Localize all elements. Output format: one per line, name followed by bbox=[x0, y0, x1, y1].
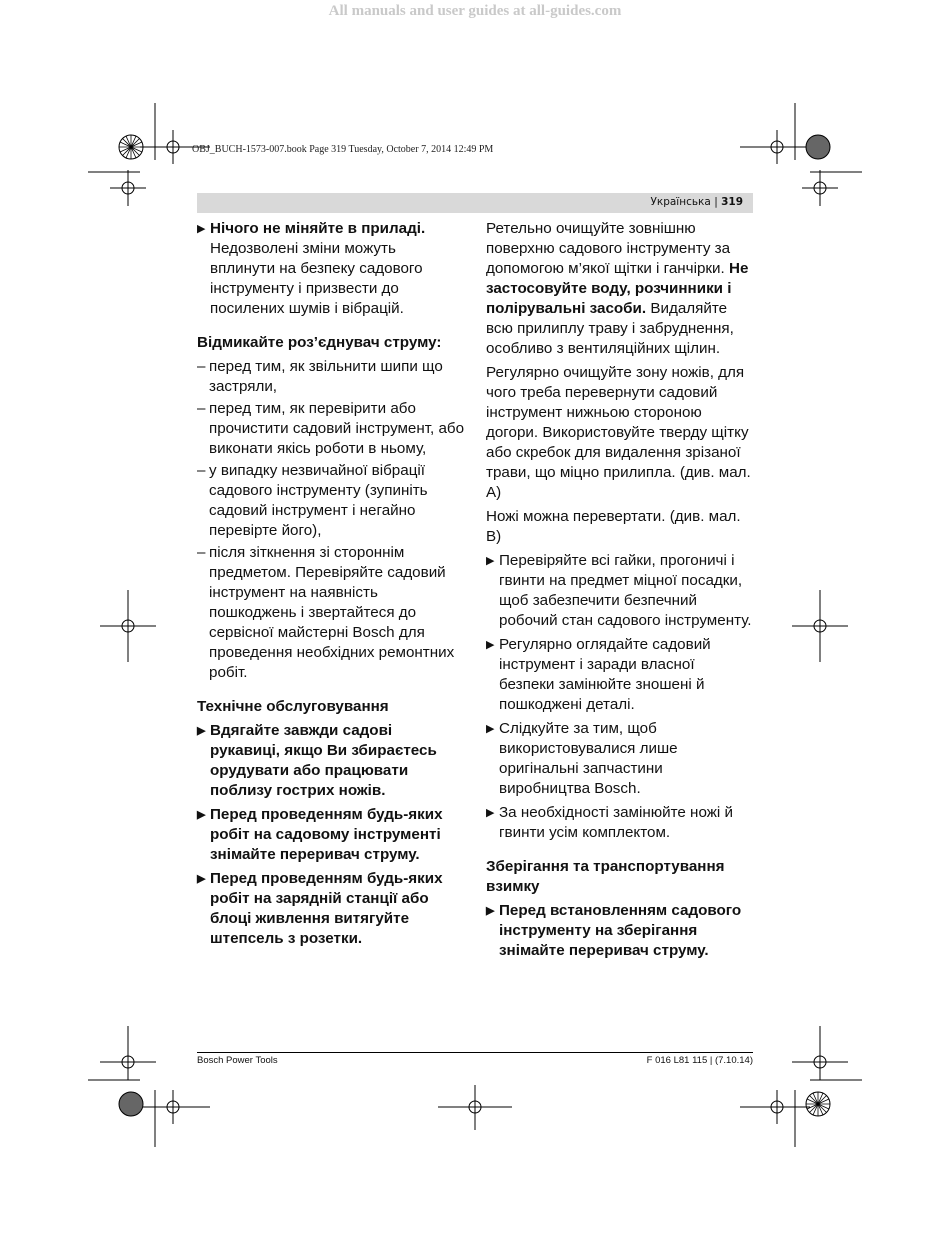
list-item: ▶ Перед проведенням будь-яких робіт на зарядній станції або блоці живлення витягуйте штепсель з розетки. bbox=[197, 870, 443, 947]
disconnect-heading: Відмикайте роз’єднувач струму: bbox=[197, 334, 442, 351]
maintenance-heading: Технічне обслуговування bbox=[197, 698, 389, 715]
blades-paragraph: Регулярно очищуйте зону ножів, для чого треба перевернути садовий інструмент нижньою стороною догори. Використовуйте тверду щітку або скребок для видалення зрізаної трави, що міцно прилипла. (див. мал. A) bbox=[486, 364, 751, 501]
page-header-bar bbox=[197, 193, 753, 213]
list-item: ▶ Перед проведенням будь-яких робіт на садовому інструменті знімайте переривач струму. bbox=[197, 806, 443, 863]
footer-rule bbox=[197, 1052, 753, 1053]
triangle-bullet-icon: ▶ bbox=[197, 725, 206, 737]
grey-circle-icon bbox=[806, 135, 830, 159]
page-header-text bbox=[650, 196, 743, 208]
triangle-bullet-icon: ▶ bbox=[486, 639, 495, 651]
footer-doc-number: F 016 L81 115 | (7.10.14) bbox=[646, 1055, 753, 1066]
list-item: ▶ Вдягайте завжди садові рукавиці, якщо Ви збираєтесь орудувати або працювати поблизу гострих ножів. bbox=[197, 722, 437, 799]
page-number: 319 bbox=[721, 196, 743, 208]
watermark: All manuals and user guides at all-guides.com bbox=[328, 3, 622, 19]
list-item: – у випадку незвичайної вібрації садового інструменту (зупиніть садовий інструмент і негайно перевірте його), bbox=[197, 462, 428, 539]
list-item: – перед тим, як перевірити або прочистити садовий інструмент, або виконати якісь роботи в ньому, bbox=[197, 400, 465, 457]
triangle-bullet-icon: ▶ bbox=[197, 873, 206, 885]
clean-paragraph: Ретельно очищуйте зовнішню поверхню садового інструменту за допомогою м’якої щітки і ганчірки. Не застосовуйте воду, розчинники і полірувальні засоби. Видаляйте всю прилиплу траву і забруднення, особливо з вентиляційних щілин. bbox=[486, 220, 749, 357]
header-separator: | bbox=[714, 196, 718, 208]
triangle-bullet-icon: ▶ bbox=[486, 555, 495, 567]
warning-item bbox=[197, 219, 465, 319]
book-info-line: OBJ_BUCH-1573-007.book Page 319 Tuesday, October 7, 2014 12:49 PM bbox=[192, 144, 494, 155]
flip-paragraph: Ножі можна перевертати. (див. мал. B) bbox=[486, 508, 741, 545]
triangle-bullet-icon: ▶ bbox=[197, 809, 206, 821]
right-column bbox=[486, 219, 754, 965]
triangle-bullet-icon: ▶ bbox=[486, 905, 495, 917]
storage-heading: Зберігання та транспортування взимку bbox=[486, 858, 725, 895]
triangle-bullet-icon: ▶ bbox=[486, 723, 495, 735]
list-item: – перед тим, як звільнити шипи що застряли, bbox=[197, 358, 443, 395]
list-item: ▶ Регулярно оглядайте садовий інструмент і заради власної безпеки замінюйте зношені й пошкоджені деталі. bbox=[486, 636, 711, 713]
list-item: – після зіткнення зі стороннім предметом. Перевіряйте садовий інструмент на наявність пошкоджень і звертайтеся до сервісної майстерні Bosch для проведення необхідних ремонтних робіт. bbox=[197, 544, 455, 681]
left-column bbox=[197, 219, 465, 953]
footer-brand: Bosch Power Tools bbox=[197, 1055, 278, 1066]
grey-circle-icon bbox=[119, 1092, 143, 1116]
warning-bold: Нічого не міняйте в приладі. bbox=[210, 220, 426, 237]
list-item: ▶ Перед встановленням садового інструменту на зберігання знімайте переривач струму. bbox=[486, 902, 742, 959]
triangle-bullet-icon: ▶ bbox=[486, 807, 495, 819]
list-item: ▶ Перевіряйте всі гайки, прогоничі і гвинти на предмет міцної посадки, щоб забезпечити безпечний робочий стан садового інструменту. bbox=[486, 552, 752, 629]
warning-text: Недозволені зміни можуть вплинути на безпеку садового інструменту і призвести до посилених шумів і вібрацій. bbox=[210, 240, 423, 317]
header-language: Українська bbox=[650, 196, 711, 208]
triangle-bullet-icon: ▶ bbox=[197, 223, 206, 235]
list-item: ▶ Слідкуйте за тим, щоб використовувалися лише оригінальні запчастини виробництва Bosch. bbox=[486, 720, 678, 797]
list-item: ▶ За необхідності замінюйте ножі й гвинти усім комплектом. bbox=[486, 804, 733, 841]
